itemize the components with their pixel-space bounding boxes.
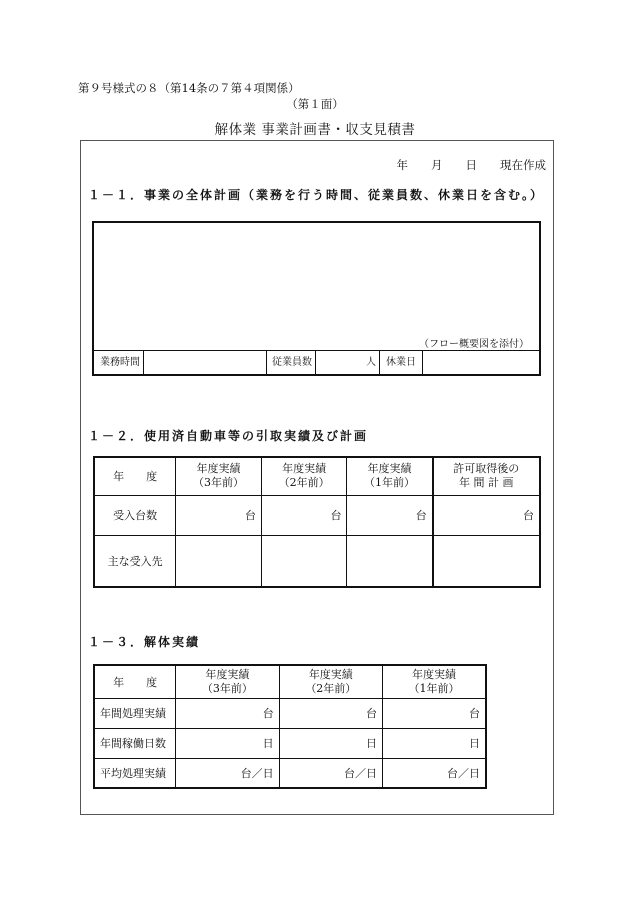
- table-row: [94, 535, 540, 587]
- processing-3y-field[interactable]: 台: [176, 698, 279, 728]
- days-3y-field[interactable]: 日: [176, 728, 279, 758]
- employees-unit: 人: [366, 357, 376, 368]
- dismantling-table: [93, 664, 487, 789]
- table-header-row: [94, 457, 540, 495]
- row-label-received: 受入台数: [94, 495, 176, 535]
- section-1-2-heading: １－２．使用済自動車等の引取実績及び計画: [88, 429, 369, 443]
- row-label-annual-processing: 年間処理実績: [94, 698, 176, 728]
- average-1y-field[interactable]: 台／日: [383, 758, 486, 788]
- received-1y-field[interactable]: 台: [347, 495, 433, 535]
- col-header-plan: 許可取得後の 年 間 計 画: [433, 457, 540, 495]
- col-header-1y: 年度実績 （1年前）: [347, 457, 433, 495]
- days-1y-field[interactable]: 日: [383, 728, 486, 758]
- sources-plan-field[interactable]: [433, 535, 540, 587]
- sources-1y-field[interactable]: [347, 535, 433, 587]
- page-number: （第１面）: [286, 97, 344, 111]
- col-header-1y: 年度実績 （1年前）: [383, 665, 486, 698]
- col-header-2y: 年度実績 （2年前）: [261, 457, 347, 495]
- year-header: 年 度: [94, 457, 176, 495]
- flow-diagram-note: （フロー概要図を添付）: [419, 339, 529, 350]
- col-header-3y: 年度実績 （3年前）: [176, 457, 262, 495]
- table-row: [94, 728, 486, 758]
- col-header-3y: 年度実績 （3年前）: [176, 665, 279, 698]
- date-line[interactable]: 年 月 日 現在作成: [396, 158, 546, 172]
- sources-3y-field[interactable]: [176, 535, 262, 587]
- work-hours-field[interactable]: [146, 351, 264, 375]
- employees-label: 従業員数: [272, 357, 312, 368]
- table-row: [94, 758, 486, 788]
- received-2y-field[interactable]: 台: [261, 495, 347, 535]
- processing-1y-field[interactable]: 台: [383, 698, 486, 728]
- table-header-row: [94, 665, 486, 698]
- row-label-sources: 主な受入先: [94, 535, 176, 587]
- work-hours-label: 業務時間: [100, 357, 140, 368]
- overall-plan-box[interactable]: [92, 221, 541, 376]
- average-2y-field[interactable]: 台／日: [279, 758, 382, 788]
- sources-2y-field[interactable]: [261, 535, 347, 587]
- received-3y-field[interactable]: 台: [176, 495, 262, 535]
- section-1-3-heading: １－３．解体実績: [88, 635, 201, 649]
- row-label-operating-days: 年間稼働日数: [94, 728, 176, 758]
- year-header: 年 度: [94, 665, 176, 698]
- section-1-1-heading: １－１．事業の全体計画（業務を行う時間、従業員数、休業日を含む。）: [88, 188, 545, 202]
- form-reference: 第９号様式の８（第14条の７第４項関係）: [78, 81, 300, 95]
- holiday-field[interactable]: [425, 351, 537, 375]
- received-plan-field[interactable]: 台: [433, 495, 540, 535]
- plan-info-row: [94, 350, 539, 375]
- document-title: 解体業 事業計画書・収支見積書: [214, 122, 416, 138]
- table-row: [94, 698, 486, 728]
- col-header-2y: 年度実績 （2年前）: [279, 665, 382, 698]
- holiday-label: 休業日: [386, 357, 416, 368]
- days-2y-field[interactable]: 日: [279, 728, 382, 758]
- collection-table: [93, 456, 541, 588]
- row-label-average-processing: 平均処理実績: [94, 758, 176, 788]
- processing-2y-field[interactable]: 台: [279, 698, 382, 728]
- table-row: [94, 495, 540, 535]
- average-3y-field[interactable]: 台／日: [176, 758, 279, 788]
